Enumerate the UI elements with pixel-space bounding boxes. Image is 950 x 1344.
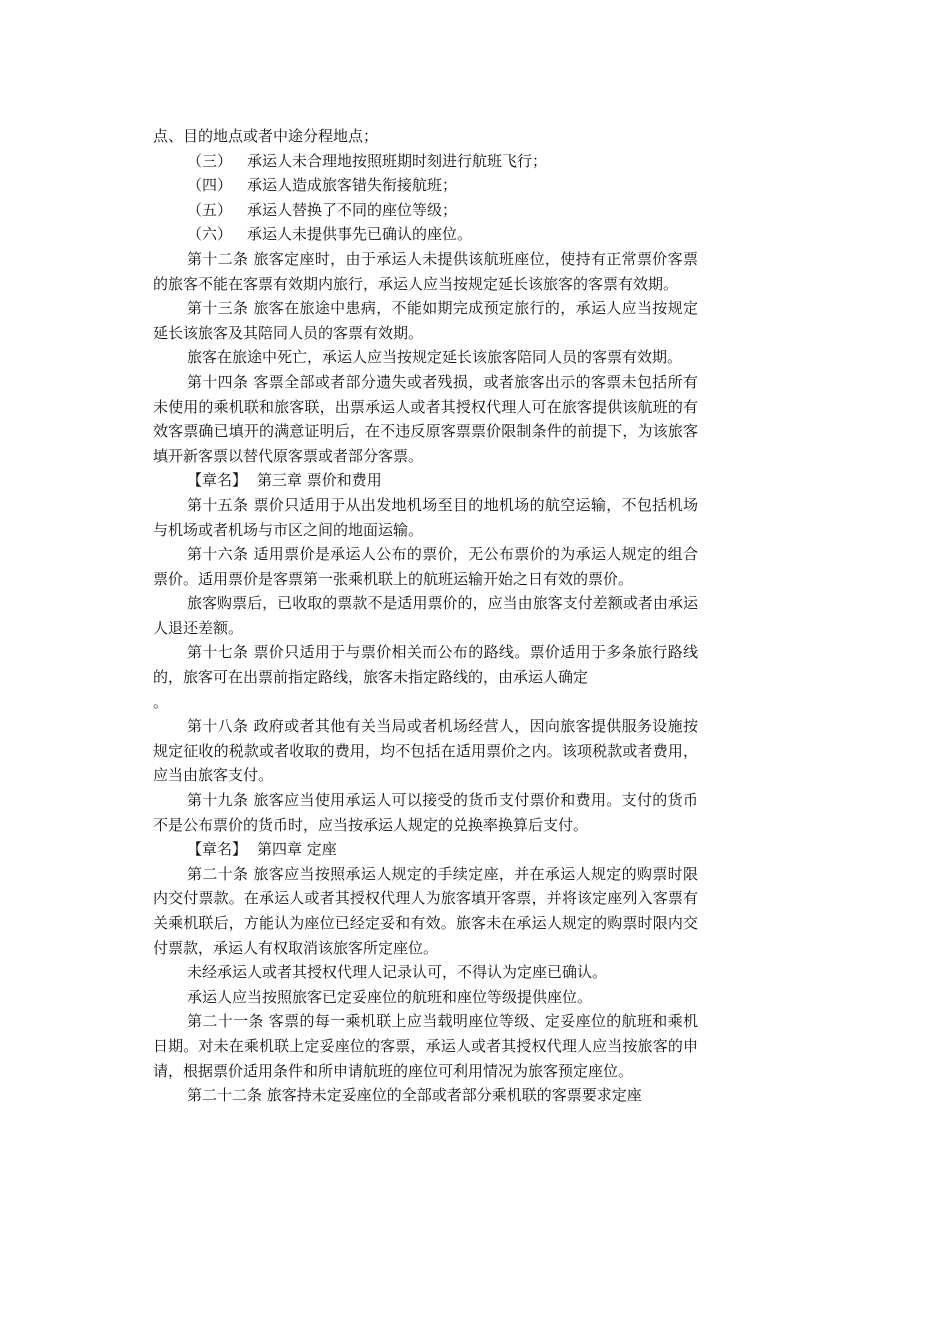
article-19: 第十九条 旅客应当使用承运人可以接受的货币支付票价和费用。支付的货币不是公布票价的货币时，应当按承运人规定的兑换率换算后支付。 (153, 791, 698, 834)
list-item-3 (153, 149, 698, 174)
article-17-trailing-period: 。 (153, 692, 169, 711)
list-item-text: 承运人造成旅客错失衔接航班； (247, 176, 458, 195)
article-14: 第十四条 客票全部或者部分遗失或者残损，或者旅客出示的客票未包括所有未使用的乘机联和旅客联，出票承运人或者其授权代理人可在旅客提供该航班的有效客票确已填开的满意证明后，在不违反原客票票价限制条件的前提下，为该旅客填开新客票以替代原客票或者部分客票。 (153, 372, 698, 465)
article-20-paragraph-2: 未经承运人或者其授权代理人记录认可，不得认为定座已确认。 (187, 963, 608, 982)
chapter-title: 第四章 定座 (257, 840, 337, 859)
chapter-tag: 【章名】 (187, 471, 248, 490)
article-16-paragraph-2: 旅客购票后，已收取的票款不是适用票价的，应当由旅客支付差额或者由承运人退还差额。 (153, 594, 698, 637)
list-item-number: （四） (187, 176, 233, 195)
list-item-text: 承运人替换了不同的座位等级； (247, 200, 458, 219)
list-item-4 (153, 173, 698, 198)
article-12: 第十二条 旅客定座时，由于承运人未提供该航班座位，使持有正常票价客票的旅客不能在客票有效期内旅行，承运人应当按规定延长该旅客的客票有效期。 (153, 249, 698, 293)
article-20-paragraph-3: 承运人应当按照旅客已定妥座位的航班和座位等级提供座位。 (187, 987, 593, 1006)
list-item-6 (153, 222, 698, 247)
list-item-number: （六） (187, 225, 233, 244)
article-18: 第十八条 政府或者其他有关当局或者机场经营人，因向旅客提供服务设施按规定征收的税款或者收取的费用，均不包括在适用票价之内。该项税款或者费用，应当由旅客支付。 (153, 717, 698, 785)
article-22: 第二十二条 旅客持未定妥座位的全部或者部分乘机联的客票要求定座 (187, 1086, 642, 1105)
chapter-heading-4 (153, 837, 698, 862)
article-13-paragraph-2: 旅客在旅途中死亡，承运人应当按规定延长该旅客陪同人员的客票有效期。 (187, 348, 683, 367)
article-20: 第二十条 旅客应当按照承运人规定的手续定座，并在承运人规定的购票时限内交付票款。在承运人或者其授权代理人为旅客填开客票，并将该定座列入客票有关乘机联后，方能认为座位已经定妥和有效。旅客未在承运人规定的购票时限内交付票款，承运人有权取消该旅客所定座位。 (153, 864, 698, 957)
chapter-title: 第三章 票价和费用 (257, 471, 382, 490)
document-body (153, 124, 698, 1108)
article-21: 第二十一条 客票的每一乘机联上应当载明座位等级、定妥座位的航班和乘机日期。对未在乘机联上定妥座位的客票，承运人或者其授权代理人应当按旅客的申请，根据票价适用条件和所申请航班的座位可利用情况为旅客预定座位。 (153, 1012, 698, 1080)
article-13: 第十三条 旅客在旅途中患病，不能如期完成预定旅行的，承运人应当按规定延长该旅客及其陪同人员的客票有效期。 (153, 299, 698, 342)
article-17: 第十七条 票价只适用于与票价相关而公布的路线。票价适用于多条旅行路线的，旅客可在出票前指定路线，旅客未指定路线的，由承运人确定 (153, 643, 698, 687)
article-16: 第十六条 适用票价是承运人公布的票价，无公布票价的为承运人规定的组合票价。适用票价是客票第一张乘机联上的航班运输开始之日有效的票价。 (153, 545, 698, 588)
list-item-text: 承运人未提供事先已确认的座位。 (247, 225, 473, 244)
list-item-5 (153, 198, 698, 223)
list-item-number: （三） (187, 151, 233, 170)
chapter-heading-3 (153, 468, 698, 493)
list-item-text: 承运人未合理地按照班期时刻进行航班飞行； (247, 151, 548, 170)
chapter-tag: 【章名】 (187, 840, 248, 859)
list-item-number: （五） (187, 200, 233, 219)
article-15: 第十五条 票价只适用于从出发地机场至目的地机场的航空运输，不包括机场与机场或者机场与市区之间的地面运输。 (153, 495, 698, 539)
paragraph-continuation: 点、目的地点或者中途分程地点； (153, 127, 379, 145)
